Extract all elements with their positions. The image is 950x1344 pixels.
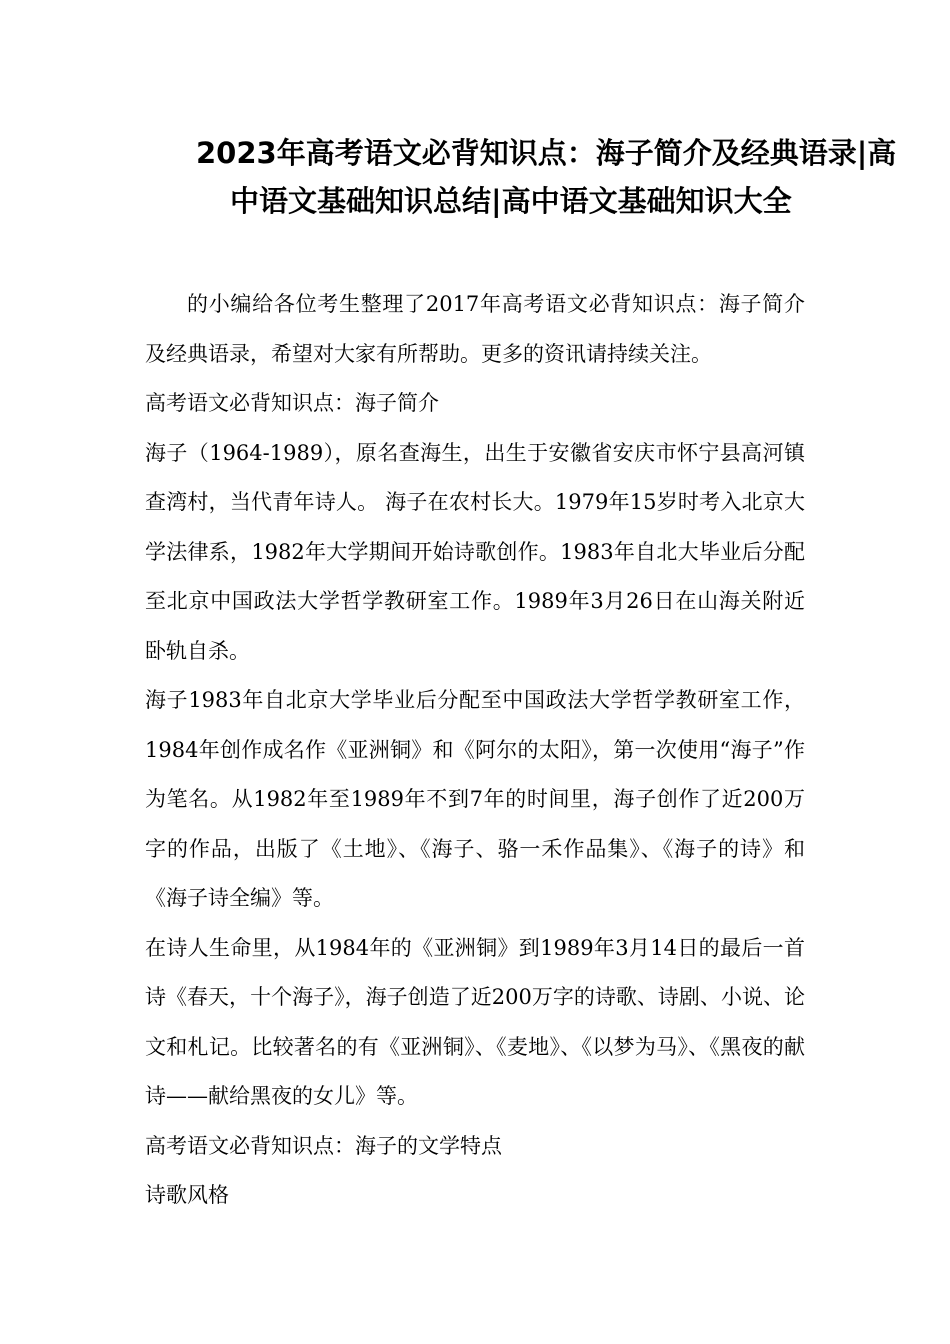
subheading-poetry-style: 诗歌风格: [145, 1183, 229, 1207]
document-title-line-2: 中语文基础知识总结|高中语文基础知识大全: [230, 184, 792, 218]
document-title-line-1: 2023年高考语文必背知识点：海子简介及经典语录|高: [196, 136, 897, 170]
section-heading-haizi-intro: 高考语文必背知识点：海子简介: [145, 391, 439, 415]
paragraph-haizi-works: 海子1983年自北京大学毕业后分配至中国政法大学哲学教研室工作，1984年创作成名作《亚洲铜》和《阿尔的太阳》，第一次使用“海子”作为笔名。从1982年至1989年不到7年的时间里，海子创作了近200万字的作品，出版了《土地》、《海子、骆一禾作品集》、《海子的诗》和《海子诗全编》等。: [145, 688, 805, 910]
paragraph-haizi-poems: 在诗人生命里，从1984年的《亚洲铜》到1989年3月14日的最后一首诗《春天，十个海子》，海子创造了近200万字的诗歌、诗剧、小说、论文和札记。比较著名的有《亚洲铜》、《麦地》、《以梦为马》、《黑夜的献诗——献给黑夜的女儿》等。: [145, 935, 805, 1108]
document-body: [145, 280, 805, 1221]
intro-paragraph: 的小编给各位考生整理了2017年高考语文必背知识点：海子简介及经典语录，希望对大家有所帮助。更多的资讯请持续关注。: [145, 292, 805, 366]
section-heading-literary-features: 高考语文必背知识点：海子的文学特点: [145, 1133, 502, 1158]
paragraph-haizi-biography: 海子（1964-1989），原名查海生，出生于安徽省安庆市怀宁县高河镇查湾村，当代青年诗人。 海子在农村长大。1979年15岁时考入北京大学法律系，1982年大学期间开始诗歌创作。1983年自北大毕业后分配至北京中国政法大学哲学教研室工作。1989年3月26日在山海关附近卧轨自杀。: [145, 440, 805, 663]
